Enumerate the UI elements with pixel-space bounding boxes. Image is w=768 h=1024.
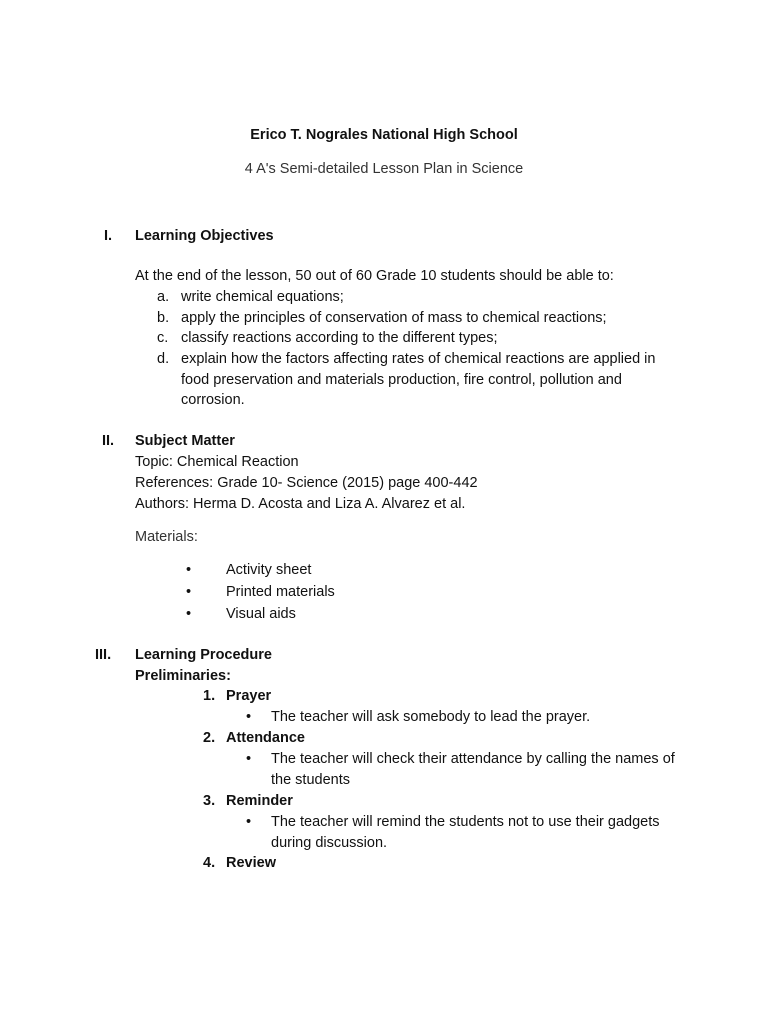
step-title: Attendance — [226, 730, 305, 746]
objective-marker: b. — [157, 310, 170, 326]
bullet-icon: • — [186, 562, 192, 578]
section-title-subject-matter: Subject Matter — [135, 433, 235, 449]
bullet-icon: • — [246, 709, 252, 725]
authors-line: Authors: Herma D. Acosta and Liza A. Alvarez et al. — [135, 496, 466, 512]
objective-text: classify reactions according to the different types; — [181, 330, 498, 346]
objective-text: apply the principles of conservation of mass to chemical reactions; — [181, 310, 607, 326]
preliminaries-label: Preliminaries: — [135, 668, 231, 684]
step-number: 2. — [203, 730, 216, 746]
step-number: 4. — [203, 855, 216, 871]
step-number: 3. — [203, 793, 216, 809]
step-title: Reminder — [226, 793, 293, 809]
material-item: Visual aids — [226, 606, 296, 622]
section-title-objectives: Learning Objectives — [135, 228, 274, 244]
material-item: Printed materials — [226, 584, 335, 600]
lesson-plan-subtitle: 4 A's Semi-detailed Lesson Plan in Science — [244, 161, 524, 177]
step-title: Review — [226, 855, 276, 871]
references-line: References: Grade 10- Science (2015) page 400-442 — [135, 475, 478, 491]
objective-marker: d. — [157, 351, 170, 367]
school-name: Erico T. Nograles National High School — [250, 127, 518, 143]
section-title-procedure: Learning Procedure — [135, 647, 272, 663]
step-number: 1. — [203, 688, 216, 704]
objectives-intro: At the end of the lesson, 50 out of 60 Grade 10 students should be able to: — [135, 268, 614, 284]
bullet-icon: • — [246, 751, 252, 767]
section-numeral-2: II. — [102, 433, 115, 449]
bullet-icon: • — [186, 606, 192, 622]
topic-line: Topic: Chemical Reaction — [135, 454, 299, 470]
section-numeral-3: III. — [95, 647, 112, 663]
materials-label: Materials: — [135, 529, 198, 545]
step-title: Prayer — [226, 688, 272, 704]
objective-text: write chemical equations; — [181, 289, 344, 305]
step-detail: The teacher will ask somebody to lead the prayer. — [271, 709, 591, 725]
bullet-icon: • — [186, 584, 192, 600]
objective-marker: c. — [157, 330, 169, 346]
step-detail: The teacher will check their attendance by calling the names of the students — [271, 751, 675, 788]
objective-marker: a. — [157, 289, 170, 305]
bullet-icon: • — [246, 814, 252, 830]
material-item: Activity sheet — [226, 562, 312, 578]
section-numeral-1: I. — [104, 228, 113, 244]
step-detail: The teacher will remind the students not to use their gadgets during discussion. — [271, 814, 660, 851]
objective-text: explain how the factors affecting rates of chemical reactions are applied in food preservation and materials production, fire control, pollution and corrosion. — [181, 351, 656, 409]
